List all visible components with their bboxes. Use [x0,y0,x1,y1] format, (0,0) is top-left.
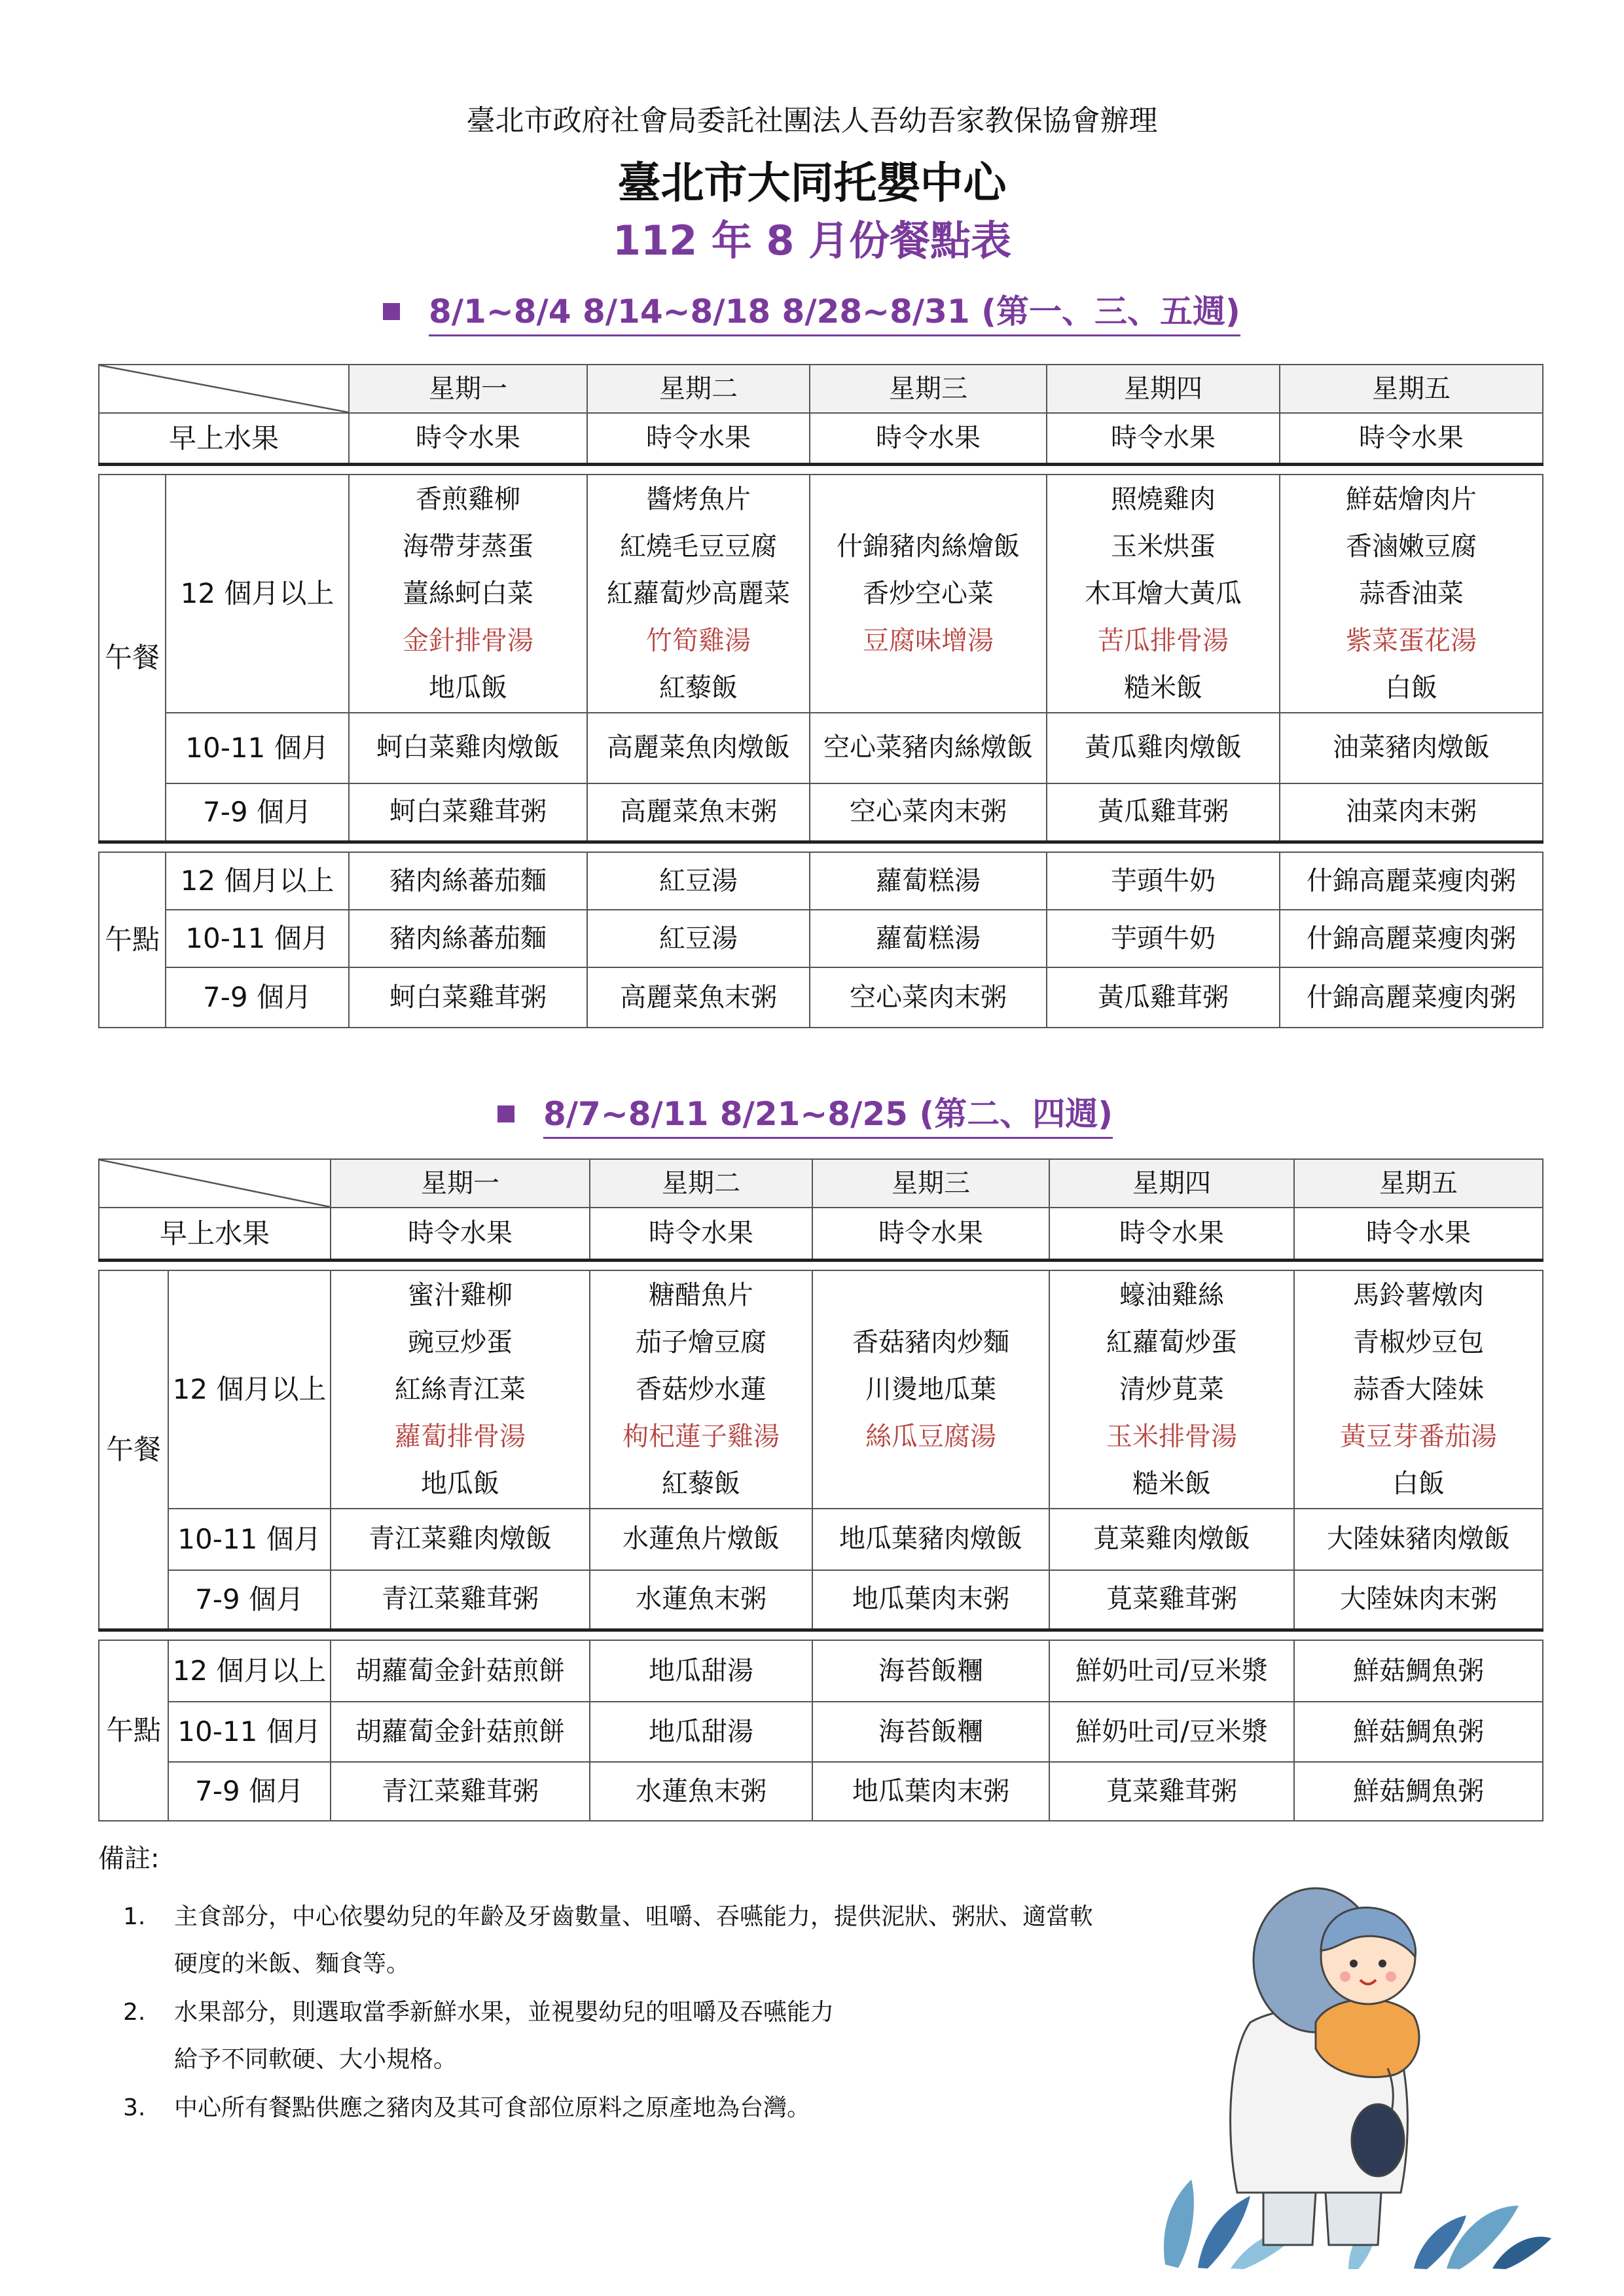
lunch-cell: 蚵白菜雞茸粥 [349,783,587,842]
square-bullet-icon [497,1105,514,1122]
snack-cell: 鮮奶吐司/豆米漿 [1049,1702,1294,1762]
dish: 馬鈴薯燉肉 [1353,1280,1484,1310]
day-header: 星期四 [1047,365,1280,413]
soup: 枸杞蓮子雞湯 [623,1421,780,1452]
snack-cell: 地瓜甜湯 [590,1640,812,1702]
adult-pants [1263,2193,1316,2245]
soup: 蘿蔔排骨湯 [395,1421,526,1452]
snack-cell: 胡蘿蔔金針菇煎餅 [331,1640,590,1702]
staple: 糙米飯 [1124,672,1202,703]
note-number: 3. [123,2094,146,2121]
lunch-cell: 高麗菜魚肉燉飯 [587,713,810,783]
soup: 紫菜蛋花湯 [1346,625,1477,656]
day-header: 星期一 [331,1159,590,1208]
snack-cell: 地瓜甜湯 [590,1702,812,1762]
staple: 紅藜飯 [662,1468,740,1499]
snack-cell: 豬肉絲蕃茄麵 [349,910,587,967]
staple: 白飯 [1392,1468,1445,1499]
lunch-menu-cell [812,1270,1049,1509]
dish: 玉米烘蛋 [1111,531,1216,562]
dish: 糖醋魚片 [649,1280,753,1310]
dish: 蒜香油菜 [1359,578,1464,609]
lunch-cell: 青江菜雞茸粥 [331,1570,590,1630]
lunch-menu-cell [1294,1270,1543,1509]
dish: 海帶芽蒸蛋 [403,531,533,562]
snack-cell: 蘿蔔糕湯 [810,852,1047,910]
lunch-menu-cell [1280,475,1543,713]
dish: 紅蘿蔔炒高麗菜 [607,578,790,609]
age-label: 7-9 個月 [168,1570,331,1630]
age-label: 12 個月以上 [168,1270,331,1509]
notes-section [98,1838,1093,2133]
staple: 紅藜飯 [659,672,738,703]
lunch-cell: 大陸妹豬肉燉飯 [1294,1509,1543,1570]
dish [810,476,1046,523]
child-shirt [1316,2000,1419,2077]
square-bullet-icon [383,303,400,320]
fruit-cell: 時令水果 [1049,1208,1294,1260]
note-item [98,2085,1093,2132]
day-header: 星期四 [1049,1159,1294,1208]
snack-cell: 什錦高麗菜瘦肉粥 [1280,852,1543,910]
snack-cell: 青江菜雞茸粥 [331,1762,590,1821]
dish: 香滷嫩豆腐 [1346,531,1477,562]
dish [813,1272,1049,1319]
age-label: 10-11 個月 [168,1702,331,1762]
dish: 鮮菇燴肉片 [1346,484,1477,514]
fruit-label: 早上水果 [99,1208,331,1260]
soup: 絲瓜豆腐湯 [865,1421,996,1452]
lunch-label: 午餐 [99,1270,168,1630]
snack-cell: 黃瓜雞茸粥 [1047,967,1280,1028]
soup: 玉米排骨湯 [1106,1421,1237,1452]
fruit-cell: 時令水果 [587,413,810,464]
snack-cell: 蚵白菜雞茸粥 [349,967,587,1028]
day-header: 星期五 [1280,365,1543,413]
lunch-menu-cell [810,475,1047,713]
snack-cell: 什錦高麗菜瘦肉粥 [1280,967,1543,1028]
snack-cell: 芋頭牛奶 [1047,910,1280,967]
soup: 苦瓜排骨湯 [1098,625,1229,656]
organizer-line: 臺北市政府社會局委託社團法人吾幼吾家教保協會辦理 [466,104,1158,137]
lunch-cell: 莧菜雞肉燉飯 [1049,1509,1294,1570]
snack-cell: 莧菜雞茸粥 [1049,1762,1294,1821]
lunch-menu-cell [587,475,810,713]
child-pants [1352,2104,1404,2176]
snack-cell: 鮮菇鯛魚粥 [1294,1702,1543,1762]
dish: 蠔油雞絲 [1119,1280,1224,1310]
note-item [98,1893,1093,1988]
snack-cell: 水蓮魚末粥 [590,1762,812,1821]
lunch-cell: 水蓮魚末粥 [590,1570,812,1630]
dish: 什錦豬肉絲燴飯 [837,531,1020,562]
staple: 白飯 [1385,672,1437,703]
snack-cell: 海苔飯糰 [812,1640,1049,1702]
snack-cell: 什錦高麗菜瘦肉粥 [1280,910,1543,967]
lunch-cell: 油菜肉末粥 [1280,783,1543,842]
dish: 香菇豬肉炒麵 [852,1327,1009,1357]
dish: 川燙地瓜葉 [865,1374,996,1405]
lunch-menu-cell [1047,475,1280,713]
dish: 蜜汁雞柳 [408,1280,513,1310]
week2-heading [497,1088,1113,1135]
dish: 香煎雞柳 [416,484,520,514]
lunch-label: 午餐 [99,475,166,842]
snack-cell: 紅豆湯 [587,852,810,910]
dish: 薑絲蚵白菜 [403,578,533,609]
staple [813,1460,1049,1507]
fruit-label: 早上水果 [99,413,349,464]
dish: 青椒炒豆包 [1353,1327,1484,1357]
day-header: 星期三 [810,365,1047,413]
day-header: 星期二 [587,365,810,413]
note-number: 2. [123,1999,146,2026]
corner-cell [99,1159,331,1208]
dish: 豌豆炒蛋 [408,1327,513,1357]
parent-child-illustration [1152,1852,1558,2271]
snack-cell: 海苔飯糰 [812,1702,1049,1762]
soup: 黃豆芽番茄湯 [1340,1421,1497,1452]
note-line: 水果部分，則選取當季新鮮水果，並視嬰幼兒的咀嚼及吞嚥能力 [174,1999,835,2026]
corner-cell [99,365,349,413]
lunch-cell: 青江菜雞肉燉飯 [331,1509,590,1570]
staple [810,664,1046,711]
note-line: 硬度的米飯、麵食等。 [174,1950,410,1977]
dish: 醬烤魚片 [646,484,751,514]
dish: 清炒莧菜 [1119,1374,1224,1405]
soup: 竹筍雞湯 [646,625,751,656]
snack-cell: 空心菜肉末粥 [810,967,1047,1028]
lunch-cell: 高麗菜魚末粥 [587,783,810,842]
fruit-cell: 時令水果 [1280,413,1543,464]
age-label: 12 個月以上 [166,475,349,713]
fruit-cell: 時令水果 [1294,1208,1543,1260]
age-label: 10-11 個月 [166,713,349,783]
center-title: 臺北市大同托嬰中心 [617,158,1007,208]
lunch-cell: 黃瓜雞肉燉飯 [1047,713,1280,783]
snack-cell: 豬肉絲蕃茄麵 [349,852,587,910]
dish: 蒜香大陸妹 [1353,1374,1484,1405]
day-header: 星期五 [1294,1159,1543,1208]
notes-title: 備註: [98,1844,160,1874]
snack-cell: 鮮菇鯛魚粥 [1294,1762,1543,1821]
lunch-cell: 黃瓜雞茸粥 [1047,783,1280,842]
snack-cell: 芋頭牛奶 [1047,852,1280,910]
age-label: 12 個月以上 [168,1640,331,1702]
age-label: 7-9 個月 [166,783,349,842]
lunch-menu-cell [349,475,587,713]
day-header: 星期一 [349,365,587,413]
dish: 紅絲青江菜 [395,1374,526,1405]
note-line: 中心所有餐點供應之豬肉及其可食部位原料之原產地為台灣。 [174,2094,811,2121]
lunch-menu-cell [590,1270,812,1509]
dish: 照燒雞肉 [1111,484,1216,514]
day-header: 星期二 [590,1159,812,1208]
lunch-cell: 空心菜肉末粥 [810,783,1047,842]
dish: 紅蘿蔔炒蛋 [1106,1327,1237,1357]
lunch-cell: 地瓜葉肉末粥 [812,1570,1049,1630]
age-label: 10-11 個月 [166,910,349,967]
fruit-cell: 時令水果 [331,1208,590,1260]
week1-heading-text: 8/1~8/4 8/14~8/18 8/28~8/31 (第一、三、五週) [429,293,1240,336]
lunch-cell: 莧菜雞茸粥 [1049,1570,1294,1630]
week2-menu-table [98,1158,1543,1821]
menu-subtitle: 112 年 8 月份餐點表 [612,217,1012,264]
lunch-menu-cell [1049,1270,1294,1509]
staple: 糙米飯 [1132,1468,1211,1499]
week1-menu-table [98,364,1543,1028]
lunch-cell: 油菜豬肉燉飯 [1280,713,1543,783]
age-label: 12 個月以上 [166,852,349,910]
snack-cell: 鮮奶吐司/豆米漿 [1049,1640,1294,1702]
dish: 香菇炒水蓮 [636,1374,767,1405]
age-label: 7-9 個月 [168,1762,331,1821]
staple: 地瓜飯 [429,672,507,703]
snack-cell: 胡蘿蔔金針菇煎餅 [331,1702,590,1762]
soup: 金針排骨湯 [403,625,533,656]
week2-heading-text: 8/7~8/11 8/21~8/25 (第二、四週) [543,1095,1113,1139]
lunch-cell: 空心菜豬肉絲燉飯 [810,713,1047,783]
note-item [98,1989,1093,2083]
day-header: 星期三 [812,1159,1049,1208]
dish: 木耳燴大黃瓜 [1085,578,1242,609]
lunch-cell: 蚵白菜雞肉燉飯 [349,713,587,783]
adult-pants [1326,2193,1381,2245]
snack-label: 午點 [99,852,166,1028]
fruit-cell: 時令水果 [812,1208,1049,1260]
snack-cell: 地瓜葉肉末粥 [812,1762,1049,1821]
lunch-menu-cell [331,1270,590,1509]
note-line: 主食部分，中心依嬰幼兒的年齡及牙齒數量、咀嚼、吞嚥能力，提供泥狀、粥狀、適當軟 [174,1903,1094,1930]
age-label: 7-9 個月 [166,967,349,1028]
dish: 紅燒毛豆豆腐 [620,531,777,562]
note-number: 1. [123,1903,146,1930]
snack-cell: 高麗菜魚末粥 [587,967,810,1028]
snack-cell: 蘿蔔糕湯 [810,910,1047,967]
lunch-cell: 地瓜葉豬肉燉飯 [812,1509,1049,1570]
snack-cell: 紅豆湯 [587,910,810,967]
age-label: 10-11 個月 [168,1509,331,1570]
fruit-cell: 時令水果 [1047,413,1280,464]
fruit-cell: 時令水果 [349,413,587,464]
soup: 豆腐味增湯 [863,625,994,656]
staple: 地瓜飯 [421,1468,499,1499]
dish: 香炒空心菜 [863,578,994,609]
fruit-cell: 時令水果 [590,1208,812,1260]
note-line: 給予不同軟硬、大小規格。 [174,2046,458,2073]
dish: 茄子燴豆腐 [636,1327,767,1357]
lunch-cell: 水蓮魚片燉飯 [590,1509,812,1570]
lunch-cell: 大陸妹肉末粥 [1294,1570,1543,1630]
fruit-cell: 時令水果 [810,413,1047,464]
snack-cell: 鮮菇鯛魚粥 [1294,1640,1543,1702]
week1-heading [383,285,1240,332]
snack-label: 午點 [99,1640,168,1821]
